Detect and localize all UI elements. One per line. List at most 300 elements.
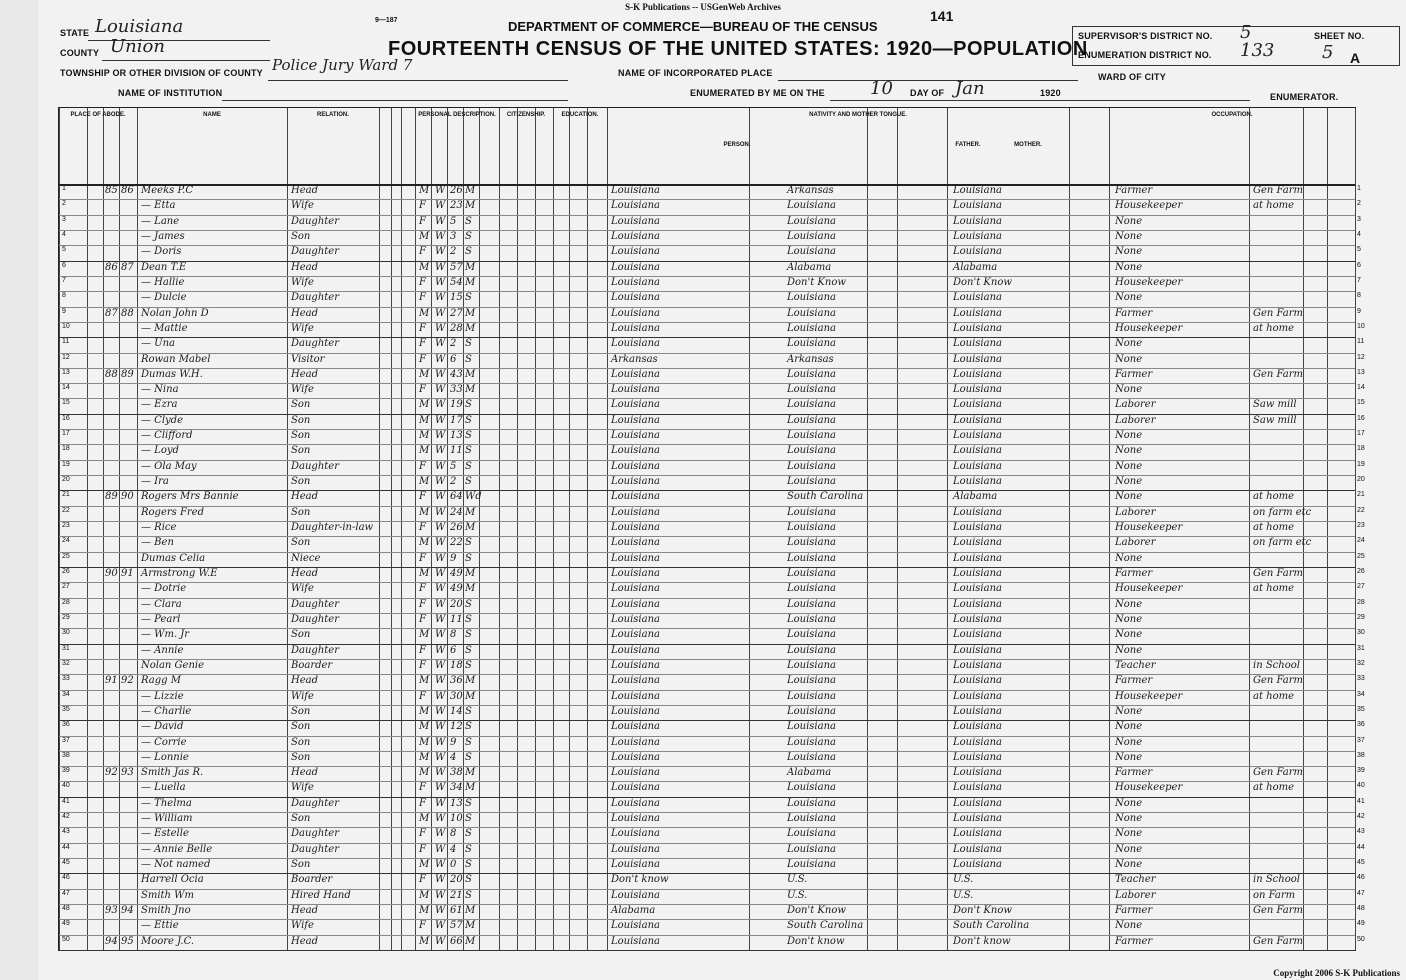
father-birthplace: Louisiana [787, 598, 836, 610]
race-value: W [435, 399, 446, 411]
age-value: 9 [450, 736, 457, 748]
occupation-value: Farmer [1115, 368, 1153, 380]
line-number-right: 26 [1357, 568, 1365, 575]
col-education: EDUCATION. [561, 112, 599, 118]
father-birthplace: Louisiana [787, 368, 836, 380]
industry-value: at home [1253, 522, 1295, 534]
column-divider [103, 108, 104, 950]
col-occupation: OCCUPATION. [1211, 112, 1253, 118]
person-name: — Wm. Jr [141, 629, 190, 641]
occupation-value: None [1115, 797, 1143, 809]
row-line [59, 827, 1355, 828]
column-divider [1355, 108, 1356, 950]
occupation-value: Farmer [1115, 307, 1153, 319]
age-value: 5 [450, 460, 457, 472]
race-value: W [435, 185, 446, 196]
mother-birthplace: Louisiana [953, 751, 1002, 763]
line-number: 46 [62, 874, 70, 882]
column-divider [137, 108, 138, 950]
birthplace-value: Louisiana [611, 767, 660, 779]
line-number: 40 [62, 782, 70, 790]
marital-value: M [465, 307, 476, 319]
father-birthplace: Louisiana [787, 843, 836, 855]
father-birthplace: Louisiana [787, 384, 836, 396]
column-divider [287, 108, 288, 950]
race-value: W [435, 889, 446, 901]
sex-value: F [419, 828, 426, 840]
birthplace-value: Louisiana [611, 813, 660, 825]
sex-value: M [419, 813, 430, 825]
person-name: Smith Jno [141, 905, 191, 917]
enumerator-label: ENUMERATOR. [1270, 92, 1339, 102]
birthplace-value: Louisiana [611, 414, 660, 426]
industry-value: at home [1253, 200, 1295, 212]
ward-label: WARD OF CITY [1098, 72, 1166, 82]
marital-value: S [465, 445, 472, 457]
race-value: W [435, 751, 446, 763]
column-divider [1069, 108, 1070, 950]
birthplace-value: Louisiana [611, 797, 660, 809]
birthplace-value: Louisiana [611, 843, 660, 855]
birthplace-value: Louisiana [611, 445, 660, 457]
father-birthplace: U.S. [787, 889, 808, 901]
mother-birthplace: Louisiana [953, 721, 1002, 733]
marital-value: S [465, 430, 472, 442]
race-value: W [435, 476, 446, 488]
occupation-value: None [1115, 736, 1143, 748]
relation-value: Daughter [291, 797, 339, 809]
col-mother: MOTHER. [1014, 142, 1042, 148]
line-number-right: 33 [1357, 675, 1365, 683]
age-value: 26 [450, 185, 463, 196]
sex-value: M [419, 430, 430, 442]
line-number-right: 15 [1357, 399, 1365, 407]
father-birthplace: Louisiana [787, 552, 836, 564]
birthplace-value: Louisiana [611, 659, 660, 671]
mother-birthplace: Louisiana [953, 568, 1002, 579]
person-name: Dumas Celia [141, 552, 206, 564]
row-line [59, 368, 1355, 369]
sex-value: M [419, 675, 430, 687]
father-birthplace: Louisiana [787, 200, 836, 212]
line-number: 16 [62, 414, 70, 422]
birthplace-value: Louisiana [611, 644, 660, 656]
mother-birthplace: Louisiana [953, 690, 1002, 702]
marital-value: S [465, 659, 472, 671]
sex-value: M [419, 261, 430, 273]
enumerated-day: 10 [870, 78, 893, 99]
race-value: W [435, 215, 446, 227]
father-birthplace: Louisiana [787, 307, 836, 319]
header-divider [59, 184, 1355, 186]
department-heading: DEPARTMENT OF COMMERCE—BUREAU OF THE CENSUS [508, 19, 878, 34]
column-divider [415, 108, 416, 950]
column-divider [749, 108, 750, 950]
row-line [59, 613, 1355, 614]
relation-value: Head [291, 675, 319, 687]
birthplace-value: Louisiana [611, 705, 660, 717]
age-value: 6 [450, 644, 457, 656]
row-line [59, 873, 1355, 874]
column-divider [1109, 108, 1110, 950]
marital-value: M [465, 276, 476, 288]
mother-birthplace: Louisiana [953, 246, 1002, 258]
dwelling-number: 89 [105, 491, 118, 503]
day-of-label: DAY OF [910, 88, 945, 98]
father-birthplace: Louisiana [787, 629, 836, 641]
row-line [59, 307, 1355, 308]
mother-birthplace: Louisiana [953, 522, 1002, 534]
col-citizenship: CITIZENSHIP. [506, 112, 546, 118]
race-value: W [435, 460, 446, 472]
marital-value: S [465, 353, 472, 365]
occupation-value: None [1115, 476, 1143, 488]
line-number: 14 [62, 384, 70, 392]
sex-value: M [419, 736, 430, 748]
occupation-value: None [1115, 843, 1143, 855]
birthplace-value: Louisiana [611, 491, 660, 503]
marital-value: S [465, 736, 472, 748]
marital-value: M [465, 583, 476, 595]
column-divider [87, 108, 88, 950]
row-line [59, 291, 1355, 292]
row-line [59, 935, 1355, 936]
marital-value: M [465, 675, 476, 687]
relation-value: Son [291, 430, 311, 442]
race-value: W [435, 613, 446, 625]
line-number-right: 34 [1357, 690, 1365, 698]
row-line [59, 720, 1355, 721]
age-value: 13 [450, 797, 463, 809]
row-line [59, 230, 1355, 231]
sex-value: M [419, 368, 430, 380]
dwelling-number: 94 [105, 935, 118, 947]
occupation-value: Housekeeper [1115, 276, 1183, 288]
relation-value: Head [291, 568, 319, 579]
occupation-value: Housekeeper [1115, 200, 1183, 212]
race-value: W [435, 491, 446, 503]
mother-birthplace: Alabama [953, 261, 998, 273]
marital-value: S [465, 292, 472, 304]
marital-value: S [465, 414, 472, 426]
marital-value: Wd [465, 491, 482, 503]
marital-value: S [465, 476, 472, 488]
mother-birthplace: Alabama [953, 491, 998, 503]
father-birthplace: South Carolina [787, 920, 864, 932]
line-number-right: 9 [1357, 307, 1361, 315]
race-value: W [435, 384, 446, 396]
relation-value: Niece [291, 552, 321, 564]
relation-value: Son [291, 751, 311, 763]
birthplace-value: Louisiana [611, 430, 660, 442]
relation-value: Daughter [291, 613, 339, 625]
relation-value: Head [291, 307, 319, 319]
line-number: 41 [62, 797, 70, 805]
mother-birthplace: Louisiana [953, 399, 1002, 411]
occupation-value: Teacher [1115, 874, 1156, 886]
dwelling-number: 85 [105, 185, 118, 196]
birthplace-value: Louisiana [611, 675, 660, 687]
industry-value: Gen Farm [1253, 905, 1304, 917]
line-number: 37 [62, 736, 70, 744]
row-line [59, 904, 1355, 905]
sex-value: M [419, 629, 430, 641]
marital-value: S [465, 629, 472, 641]
family-number: 89 [121, 368, 134, 380]
father-birthplace: Arkansas [787, 185, 834, 196]
line-number-right: 44 [1357, 843, 1365, 851]
line-number: 38 [62, 751, 70, 759]
mother-birthplace: Louisiana [953, 598, 1002, 610]
row-line [59, 659, 1355, 660]
age-value: 19 [450, 399, 463, 411]
sex-value: M [419, 935, 430, 947]
mother-birthplace: Louisiana [953, 828, 1002, 840]
mother-birthplace: U.S. [953, 889, 974, 901]
occupation-value: Housekeeper [1115, 522, 1183, 534]
line-number: 5 [62, 246, 66, 254]
race-value: W [435, 292, 446, 304]
mother-birthplace: Louisiana [953, 185, 1002, 196]
father-birthplace: Louisiana [787, 568, 836, 579]
father-birthplace: Louisiana [787, 445, 836, 457]
industry-value: in School [1253, 659, 1300, 671]
sex-value: F [419, 200, 426, 212]
mother-birthplace: Louisiana [953, 767, 1002, 779]
father-birthplace: Louisiana [787, 246, 836, 258]
line-number: 31 [62, 644, 70, 652]
mother-birthplace: Louisiana [953, 644, 1002, 656]
year-value: 1920 [1040, 88, 1061, 98]
birthplace-value: Louisiana [611, 828, 660, 840]
sex-value: F [419, 460, 426, 472]
father-birthplace: Don't know [787, 935, 845, 947]
person-name: Harrell Ocia [141, 874, 204, 886]
birthplace-value: Louisiana [611, 399, 660, 411]
relation-value: Wife [291, 920, 314, 932]
family-number: 90 [121, 491, 134, 503]
race-value: W [435, 522, 446, 534]
column-divider [897, 108, 898, 950]
person-name: Rowan Mabel [141, 353, 211, 365]
marital-value: S [465, 537, 472, 549]
marital-value: S [465, 751, 472, 763]
row-line [59, 950, 1355, 951]
line-number: 27 [62, 583, 70, 591]
age-value: 34 [450, 782, 463, 794]
father-birthplace: South Carolina [787, 491, 864, 503]
row-line [59, 398, 1355, 399]
line-number: 35 [62, 705, 70, 713]
age-value: 2 [450, 338, 457, 350]
race-value: W [435, 276, 446, 288]
marital-value: M [465, 384, 476, 396]
sex-value: F [419, 598, 426, 610]
father-birthplace: Louisiana [787, 322, 836, 334]
row-line [59, 843, 1355, 844]
copyright-notice: Copyright 2006 S-K Publications [1273, 968, 1400, 978]
mother-birthplace: South Carolina [953, 920, 1030, 932]
birthplace-value: Louisiana [611, 690, 660, 702]
mother-birthplace: Louisiana [953, 552, 1002, 564]
mother-birthplace: Louisiana [953, 736, 1002, 748]
father-birthplace: Louisiana [787, 751, 836, 763]
race-value: W [435, 307, 446, 319]
father-birthplace: Louisiana [787, 430, 836, 442]
age-value: 11 [450, 445, 463, 457]
race-value: W [435, 322, 446, 334]
age-value: 57 [450, 920, 463, 932]
column-divider [431, 108, 432, 950]
race-value: W [435, 659, 446, 671]
line-number-right: 46 [1357, 874, 1365, 882]
age-value: 33 [450, 384, 463, 396]
county-label: COUNTY [60, 48, 100, 58]
father-birthplace: Louisiana [787, 736, 836, 748]
industry-value: at home [1253, 690, 1295, 702]
row-line [59, 536, 1355, 537]
mother-birthplace: Louisiana [953, 307, 1002, 319]
person-name: — Etta [141, 200, 176, 212]
line-number: 33 [62, 675, 70, 683]
mother-birthplace: Louisiana [953, 230, 1002, 242]
race-value: W [435, 552, 446, 564]
person-name: Dean T.E [141, 261, 187, 273]
marital-value: M [465, 782, 476, 794]
birthplace-value: Louisiana [611, 261, 660, 273]
age-value: 20 [450, 874, 463, 886]
township-label: TOWNSHIP OR OTHER DIVISION OF COUNTY [60, 68, 263, 78]
person-name: Armstrong W.E [141, 568, 218, 579]
mother-birthplace: Louisiana [953, 782, 1002, 794]
relation-value: Boarder [291, 659, 333, 671]
birthplace-value: Louisiana [611, 476, 660, 488]
birthplace-value: Louisiana [611, 935, 660, 947]
line-number-right: 20 [1357, 476, 1365, 484]
line-number: 45 [62, 859, 70, 867]
relation-value: Son [291, 721, 311, 733]
mother-birthplace: Louisiana [953, 353, 1002, 365]
mother-birthplace: Louisiana [953, 414, 1002, 426]
occupation-value: Farmer [1115, 935, 1153, 947]
relation-value: Wife [291, 782, 314, 794]
line-number-right: 4 [1357, 230, 1361, 238]
column-divider [463, 108, 464, 950]
birthplace-value: Don't know [611, 874, 669, 886]
mother-birthplace: Louisiana [953, 859, 1002, 871]
sheet-label: SHEET NO. [1314, 31, 1365, 41]
occupation-value: None [1115, 430, 1143, 442]
mother-birthplace: Don't Know [953, 905, 1012, 917]
father-birthplace: Louisiana [787, 613, 836, 625]
marital-value: S [465, 399, 472, 411]
column-divider [553, 108, 554, 950]
relation-value: Son [291, 813, 311, 825]
age-value: 5 [450, 215, 457, 227]
sex-value: M [419, 307, 430, 319]
person-name: — Lane [141, 215, 180, 227]
relation-value: Son [291, 859, 311, 871]
marital-value: S [465, 460, 472, 472]
birthplace-value: Louisiana [611, 185, 660, 196]
birthplace-value: Louisiana [611, 307, 660, 319]
birthplace-value: Louisiana [611, 215, 660, 227]
age-value: 18 [450, 659, 463, 671]
father-birthplace: Louisiana [787, 414, 836, 426]
marital-value: S [465, 215, 472, 227]
age-value: 49 [450, 583, 463, 595]
marital-value: M [465, 368, 476, 380]
marital-value: S [465, 874, 472, 886]
race-value: W [435, 200, 446, 212]
age-value: 49 [450, 568, 463, 579]
line-number-right: 45 [1357, 859, 1365, 867]
father-birthplace: Don't Know [787, 905, 846, 917]
occupation-value: None [1115, 230, 1143, 242]
person-name: — Clyde [141, 414, 183, 426]
line-number: 32 [62, 659, 70, 667]
mother-birthplace: Louisiana [953, 705, 1002, 717]
line-number-right: 43 [1357, 828, 1365, 836]
industry-value: in School [1253, 874, 1300, 886]
family-number: 92 [121, 675, 134, 687]
dwelling-number: 91 [105, 675, 118, 687]
sex-value: F [419, 353, 426, 365]
column-divider [947, 108, 948, 950]
line-number-right: 32 [1357, 659, 1365, 667]
race-value: W [435, 338, 446, 350]
sex-value: F [419, 246, 426, 258]
race-value: W [435, 644, 446, 656]
industry-value: Gen Farm [1253, 675, 1304, 687]
line-number: 1 [62, 185, 66, 192]
birthplace-value: Louisiana [611, 889, 660, 901]
relation-value: Wife [291, 583, 314, 595]
line-number: 13 [62, 368, 70, 376]
state-value: Louisiana [95, 16, 184, 37]
line-number: 26 [62, 568, 70, 575]
marital-value: S [465, 644, 472, 656]
age-value: 66 [450, 935, 463, 947]
row-line [59, 429, 1355, 430]
person-name: Moore J.C. [141, 935, 195, 947]
township-value: Police Jury Ward 7 [272, 56, 413, 74]
race-value: W [435, 736, 446, 748]
occupation-value: None [1115, 215, 1143, 227]
enumerated-label: ENUMERATED BY ME ON THE [690, 88, 825, 98]
father-birthplace: Louisiana [787, 675, 836, 687]
family-number: 94 [121, 905, 134, 917]
birthplace-value: Louisiana [611, 629, 660, 641]
relation-value: Daughter-in-law [291, 522, 374, 534]
line-number: 24 [62, 537, 70, 545]
age-value: 14 [450, 705, 463, 717]
relation-value: Hired Hand [291, 889, 351, 901]
mother-birthplace: Louisiana [953, 200, 1002, 212]
mother-birthplace: Don't know [953, 935, 1011, 947]
relation-value: Son [291, 399, 311, 411]
row-line [59, 751, 1355, 752]
marital-value: M [465, 568, 476, 579]
sex-value: F [419, 659, 426, 671]
relation-value: Daughter [291, 292, 339, 304]
occupation-value: None [1115, 353, 1143, 365]
birthplace-value: Louisiana [611, 859, 660, 871]
sex-value: M [419, 859, 430, 871]
race-value: W [435, 705, 446, 717]
age-value: 30 [450, 690, 463, 702]
race-value: W [435, 843, 446, 855]
